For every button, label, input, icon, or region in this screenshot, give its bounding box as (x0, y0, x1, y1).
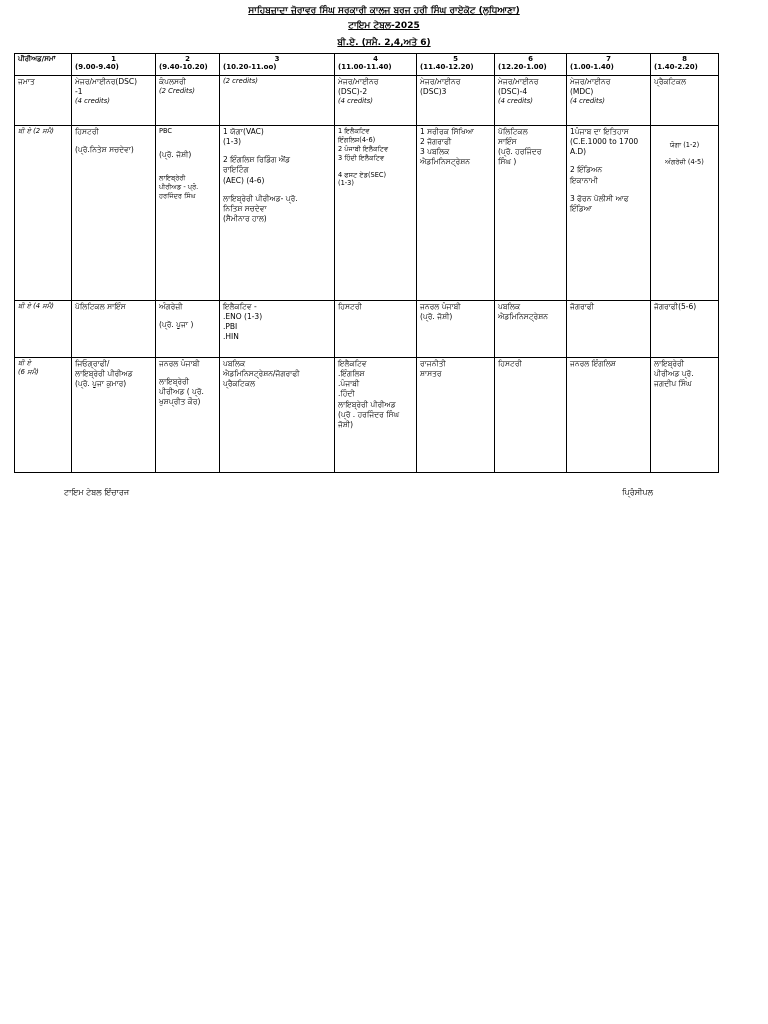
cell: ਹਿਸਟਰੀ (ਪ੍ਰੋ.ਨਿਤੇਸ਼ ਸਚਦੇਵਾ) (72, 126, 156, 301)
cell: ਯੋਗਾ (1-2) ਅੰਗਰੇਜ਼ੀ (4-5) (651, 126, 719, 301)
cell: ਮੇਜਰ/ਮਾਈਨਰ (MDC) (4 credits) (567, 76, 651, 126)
cell: ਜੋਗਰਾਫੀ (567, 301, 651, 358)
cell: ਜਨਰਲ ਪੰਜਾਬੀ ਲਾਇਬ੍ਰੇਰੀ ਪੀਰੀਅਡ ( ਪ੍ਰੋ. ਖੁਸ਼ਪ੍ਰੀਤ ਕੌਰ) (156, 358, 220, 473)
cell: ਪੋਲਿਟਿਕਲ ਸਾਇੰਸ (ਪ੍ਰੋ. ਹਰਜਿੰਦਰ ਸਿੰਘ ) (495, 126, 567, 301)
cell: ਕੰਪਲਸਰੀ (2 Credits) (156, 76, 220, 126)
cell: ਇਲੈਕਟਿਵ .ਇੰਗਲਿਸ਼ .ਪੰਜਾਬੀ .ਹਿੰਦੀ ਲਾਇਬ੍ਰੇਰੀ ਪੀਰੀਅਡ (ਪ੍ਰੋ . ਹਰਜਿੰਦਰ ਸਿੰਘ ਜੋਸ਼ੀ) (335, 358, 417, 473)
cell: ਜਿਓਗ੍ਰਾਫੀ/ ਲਾਇਬ੍ਰੇਰੀ ਪੀਰੀਅਡ (ਪ੍ਰੋ. ਪੂਜਾ ਕੁਮਾਰ) (72, 358, 156, 473)
cell: ਜੋਗਰਾਫੀ(5-6) (651, 301, 719, 358)
class-subtitle: ਬੀ.ਏ. (ਸਮੈ. 2,4,ਅਤੇ 6) (337, 38, 431, 48)
cell: 1ਪੰਜਾਬ ਦਾ ਇਤਿਹਾਸ (C.E.1000 to 1700 A.D) 2 ਇੰਡਿਅਨ ਇਕਾਨਾਮੀ 3 ਫੋਰਨ ਪੋਲੀਸੀ ਆਫ ਇੰਡਿਆ (567, 126, 651, 301)
sem6-row (15, 358, 719, 473)
cell: ਮੇਜਰ/ਮਾਈਨਰ (DSC)-2 (4 credits) (335, 76, 417, 126)
cell: ਮੇਜਰ/ਮਾਈਨਰ (DSC)-4 (4 credits) (495, 76, 567, 126)
cell: 1 ਇਲੈਕਟਿਵ ਇੰਗਲਿਸ਼(4-6) 2 ਪੰਜਾਬੀ ਇਲੈਕਟਿਵ 3 ਹਿੰਦੀ ਇਲੈਕਟਿਵ 4 ਫਸਟ ਏਡ(SEC) (1-3) (335, 126, 417, 301)
period-header-2: 2 (9.40-10.20) (156, 54, 220, 76)
cell: ਰਾਜਨੀਤੀ ਸ਼ਾਸਤਰ (417, 358, 495, 473)
period-header-row (15, 54, 719, 76)
sem2-row (15, 126, 719, 301)
cell: ਜਨਰਲ ਇੰਗਲਿਸ਼ (567, 358, 651, 473)
row-label-sem4: ਬੀ ਏ (4 ਸਮੈ) (15, 301, 72, 358)
principal-signature: ਪ੍ਰਿੰਸੀਪਲ (622, 488, 653, 497)
cell: 1 ਯੋਗਾ(VAC) (1-3) 2 ਇੰਗਲਿਸ਼ ਰਿਡਿੰਗ ਐਂਡ ਰਾਇਟਿੰਗ (AEC) (4-6) ਲਾਇਬ੍ਰੇਰੀ ਪੀਰੀਅਡ- ਪ੍ਰੋ. ਨਿਤਿਸ਼ ਸਚਦੇਵਾ (ਸੈਮੀਨਾਰ ਹਾਲ) (220, 126, 335, 301)
period-header-8: 8 (1.40-2.20) (651, 54, 719, 76)
row-label-jamat: ਜਮਾਤ (15, 76, 72, 126)
cell: PBC (ਪ੍ਰੋ. ਜੋਸ਼ੀ) ਲਾਇਬ੍ਰੇਰੀ ਪੀਰੀਅਡ - ਪ੍ਰੋ. ਹਰਜਿੰਦਰ ਸਿੰਘ (156, 126, 220, 301)
cell: ਅੰਗਰੇਜ਼ੀ (ਪ੍ਰੋ. ਪੂਜਾ ) (156, 301, 220, 358)
row-label-sem6: ਬੀ ਏ (6 ਸਮੈ) (15, 358, 72, 473)
cell: 1 ਸਰੀਰਕ ਸਿੱਖਿਆ 2 ਜੋਗਰਾਫੀ 3 ਪਬਲਿਕ ਐਡਮਿਨਿਸਟ੍ਰੇਸ਼ਨ (417, 126, 495, 301)
timetable-incharge-signature: ਟਾਇਮ ਟੇਬਲ ਇੰਚਾਰਜ (64, 488, 130, 497)
timetable-title: ਟਾਇਮ ਟੇਬਲ-2025 (348, 21, 420, 31)
period-header-4: 4 (11.00-11.40) (335, 54, 417, 76)
cell: ਇਲੈਕਟਿਵ - .ENO (1-3) .PBI .HIN (220, 301, 335, 358)
timetable (14, 53, 719, 473)
period-header-7: 7 (1.00-1.40) (567, 54, 651, 76)
cell: ਲਾਇਬ੍ਰੇਰੀ ਪੀਰੀਅਡ ਪ੍ਰੋ. ਜਗਦੀਪ ਸਿੰਘ (651, 358, 719, 473)
cell: ਮੇਜਰ/ਮਾਈਨਰ (DSC)3 (417, 76, 495, 126)
subject-type-row (15, 76, 719, 126)
college-name: ਸਾਹਿਬਜ਼ਾਦਾ ਜ਼ੋਰਾਵਰ ਸਿੰਘ ਸਰਕਾਰੀ ਕਾਲਜ ਬਰਜ ਹਰੀ ਸਿੰਘ ਰਾਏਕੋਟ (ਲੁਧਿਆਣਾ) (248, 6, 520, 16)
cell: ਪੋਲਿਟਿਕਲ ਸਾਇੰਸ (72, 301, 156, 358)
period-header-6: 6 (12.20-1.00) (495, 54, 567, 76)
cell: ਹਿਸਟਰੀ (495, 358, 567, 473)
period-header-1: 1 (9.00-9.40) (72, 54, 156, 76)
cell: ਪਬਲਿਕ ਐਡਮਿਨਿਸਟ੍ਰੇਸ਼ਨ (495, 301, 567, 358)
period-time-corner: ਪੀਰੀਅਡ/ਸਮਾਂ (15, 54, 72, 76)
row-label-sem2: ਬੀ ਏ (2 ਸਮੈ) (15, 126, 72, 301)
period-header-5: 5 (11.40-12.20) (417, 54, 495, 76)
cell: ਜਨਰਲ ਪੰਜਾਬੀ (ਪ੍ਰੋ. ਜੋਸ਼ੀ) (417, 301, 495, 358)
sem4-row (15, 301, 719, 358)
period-header-3: 3 (10.20-11.oo) (220, 54, 335, 76)
cell: (2 credits) (220, 76, 335, 126)
cell: ਮੇਜਰ/ਮਾਈਨਰ(DSC) -1 (4 credits) (72, 76, 156, 126)
cell: ਪਬਲਿਕ ਐਡਮਿਨਿਸਟ੍ਰੇਸ਼ਨ/ਜੋਗਰਾਫੀ ਪ੍ਰੈਕਟਿਕਲ (220, 358, 335, 473)
cell: ਪ੍ਰੈਕਟਿਕਲ (651, 76, 719, 126)
cell: ਹਿਸਟਰੀ (335, 301, 417, 358)
